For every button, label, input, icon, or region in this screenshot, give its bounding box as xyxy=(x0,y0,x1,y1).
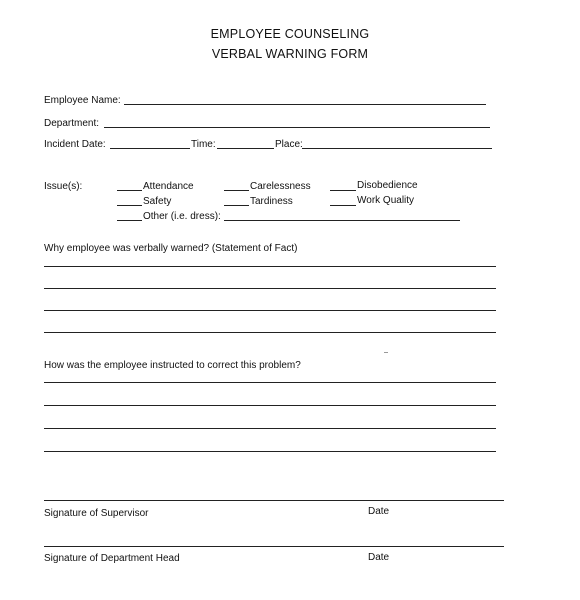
why-answer-line-4[interactable] xyxy=(44,332,496,333)
department-head-signature-label: Signature of Department Head xyxy=(44,553,180,564)
form-title-line2: VERBAL WARNING FORM xyxy=(211,47,369,61)
disobedience-blank[interactable] xyxy=(330,190,356,191)
other-line[interactable] xyxy=(224,220,460,221)
other-blank[interactable] xyxy=(117,220,142,221)
why-answer-line-1[interactable] xyxy=(44,266,496,267)
carelessness-option: Carelessness xyxy=(250,181,311,192)
how-instructed-question: How was the employee instructed to correct this problem? xyxy=(44,360,301,371)
safety-option: Safety xyxy=(143,196,172,207)
supervisor-signature-label: Signature of Supervisor xyxy=(44,508,149,519)
other-option: Other (i.e. dress): xyxy=(143,211,221,222)
supervisor-date-label: Date xyxy=(368,506,390,517)
attendance-blank[interactable] xyxy=(117,190,142,191)
supervisor-signature-line[interactable] xyxy=(44,500,504,501)
department-label: Department: xyxy=(44,118,100,129)
time-label: Time: xyxy=(191,139,216,150)
attendance-option: Attendance xyxy=(143,181,194,192)
how-answer-line-2[interactable] xyxy=(44,405,496,406)
department-head-date-label: Date xyxy=(368,552,390,563)
place-line[interactable] xyxy=(302,148,492,149)
disobedience-option: Disobedience xyxy=(357,180,418,191)
tardiness-blank[interactable] xyxy=(224,205,249,206)
department-line[interactable] xyxy=(104,127,490,128)
employee-name-label: Employee Name: xyxy=(44,95,121,106)
employee-name-line[interactable] xyxy=(124,104,486,105)
tardiness-option: Tardiness xyxy=(250,196,293,207)
why-answer-line-3[interactable] xyxy=(44,310,496,311)
place-label: Place: xyxy=(275,139,303,150)
how-answer-line-1[interactable] xyxy=(44,382,496,383)
work-quality-option: Work Quality xyxy=(357,195,415,206)
why-warned-question: Why employee was verbally warned? (Statement of Fact) xyxy=(44,243,298,254)
carelessness-blank[interactable] xyxy=(224,190,249,191)
incident-date-line[interactable] xyxy=(110,148,190,149)
issues-label: Issue(s): xyxy=(44,181,83,192)
stray-mark xyxy=(384,352,388,353)
incident-date-label: Incident Date: xyxy=(44,139,106,150)
time-line[interactable] xyxy=(217,148,274,149)
work-quality-blank[interactable] xyxy=(330,205,356,206)
safety-blank[interactable] xyxy=(117,205,142,206)
how-answer-line-4[interactable] xyxy=(44,451,496,452)
why-answer-line-2[interactable] xyxy=(44,288,496,289)
how-answer-line-3[interactable] xyxy=(44,428,496,429)
department-head-signature-line[interactable] xyxy=(44,546,504,547)
form-title-line1: EMPLOYEE COUNSELING xyxy=(210,27,370,41)
